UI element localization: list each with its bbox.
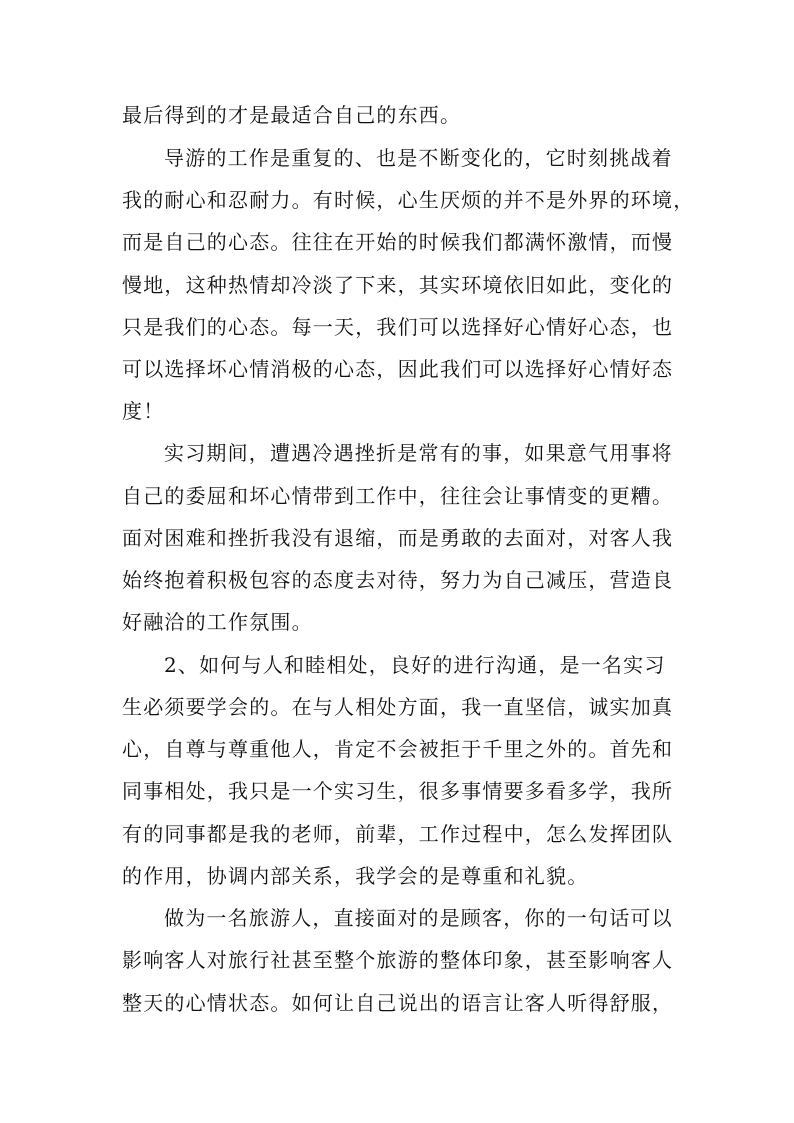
paragraph-start-line: 2、如何与人和睦相处，良好的进行沟通，是一名实习 bbox=[164, 653, 666, 677]
paragraph-start-line: 导游的工作是重复的、也是不断变化的，它时刻挑战着 bbox=[164, 146, 673, 170]
text-line: 好融洽的工作氛围。 bbox=[122, 610, 313, 634]
paragraph-start-line: 实习期间，遭遇冷遇挫折是常有的事，如果意气用事将 bbox=[164, 441, 673, 465]
paragraph-start-line: 做为一名旅游人，直接面对的是顾客，你的一句话可以 bbox=[164, 906, 673, 930]
text-line: 我的耐心和忍耐力。有时候，心生厌烦的并不是外界的环境， bbox=[122, 188, 695, 212]
text-line: 面对困难和挫折我没有退缩，而是勇敢的去面对，对客人我 bbox=[122, 526, 674, 550]
text-line: 有的同事都是我的老师，前辈，工作过程中，怎么发挥团队 bbox=[122, 822, 674, 846]
text-line: 整天的心情状态。如何让自己说出的语言让客人听得舒服， bbox=[122, 991, 674, 1015]
text-line: 最后得到的才是最适合自己的东西。 bbox=[122, 103, 462, 127]
text-line: 慢地，这种热情却冷淡了下来，其实环境依旧如此，变化的 bbox=[122, 273, 674, 297]
text-line: 而是自己的心态。往往在开始的时候我们都满怀激情，而慢 bbox=[122, 230, 674, 254]
text-line: 可以选择坏心情消极的心态，因此我们可以选择好心情好态 bbox=[122, 357, 674, 381]
text-line: 心，自尊与尊重他人，肯定不会被拒于千里之外的。首先和 bbox=[122, 737, 674, 761]
text-line: 影响客人对旅行社甚至整个旅游的整体印象，甚至影响客人 bbox=[122, 948, 674, 972]
text-line: 自己的委屈和坏心情带到工作中，往往会让事情变的更糟。 bbox=[122, 484, 674, 508]
text-line: 只是我们的心态。每一天，我们可以选择好心情好心态，也 bbox=[122, 315, 674, 339]
text-line: 同事相处，我只是一个实习生，很多事情要多看多学，我所 bbox=[122, 779, 674, 803]
text-line: 生必须要学会的。在与人相处方面，我一直坚信，诚实加真 bbox=[122, 695, 674, 719]
text-line: 的作用，协调内部关系，我学会的是尊重和礼貌。 bbox=[122, 864, 589, 888]
text-line: 度！ bbox=[122, 399, 165, 423]
text-line: 始终抱着积极包容的态度去对待，努力为自己减压，营造良 bbox=[122, 568, 674, 592]
